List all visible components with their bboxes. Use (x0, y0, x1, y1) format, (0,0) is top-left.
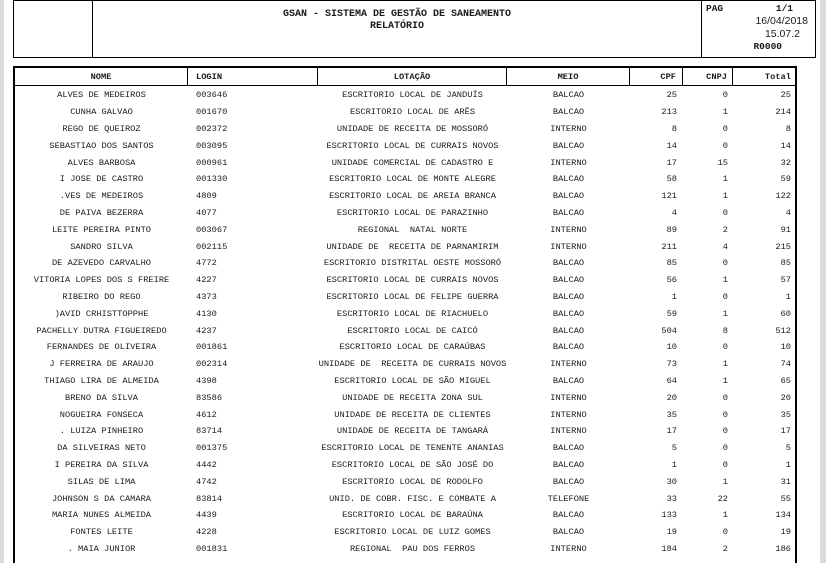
table-row (15, 440, 795, 457)
cell-meio: INTERNO (550, 157, 587, 168)
cell-lotacao: UNIDADE DE RECEITA DE PARNAMIRIM (326, 241, 499, 252)
cell-total: 91 (780, 224, 791, 235)
cell-nome: SEBASTIAO DOS SANTOS (49, 140, 154, 151)
table-row (15, 154, 795, 171)
cell-cnpj: 1 (722, 375, 728, 386)
cell-total: 1 (785, 459, 791, 470)
cell-total: 19 (780, 527, 791, 538)
cell-login: 002314 (196, 359, 228, 370)
cell-lotacao: ESCRITORIO LOCAL DE CAICÓ (347, 325, 478, 336)
table-row (15, 289, 795, 306)
cell-meio: BALCAO (552, 258, 585, 269)
cell-cpf: 64 (666, 375, 677, 386)
cell-lotacao: ESCRITORIO LOCAL DE JANDUÍS (342, 90, 483, 101)
cell-meio: BALCAO (552, 375, 585, 386)
report-meta-block (701, 1, 815, 57)
cell-total: 512 (775, 325, 791, 336)
page-number: 1/1 (775, 3, 793, 14)
cell-meio: INTERNO (550, 224, 587, 235)
report-header (13, 0, 816, 58)
cell-login: 83714 (196, 426, 223, 437)
cell-cpf: 56 (666, 275, 677, 286)
cell-cpf: 85 (666, 258, 677, 269)
cell-lotacao: UNIDADE DE RECEITA DE MOSSORÓ (336, 123, 489, 134)
cell-total: 59 (780, 174, 791, 185)
cell-nome: SILAS DE LIMA (67, 476, 136, 487)
cell-cnpj: 0 (722, 258, 728, 269)
cell-lotacao: ESCRITORIO LOCAL DE ARÊS (349, 107, 476, 118)
cell-total: 65 (780, 375, 791, 386)
cell-lotacao: ESCRITORIO LOCAL DE BARAÚNA (342, 510, 483, 521)
cell-cnpj: 0 (722, 342, 728, 353)
cell-total: 35 (780, 409, 791, 420)
cell-meio: BALCAO (552, 527, 585, 538)
table-row (15, 121, 795, 138)
cell-nome: FONTES LEITE (70, 527, 133, 538)
cell-login: 002115 (196, 241, 228, 252)
cell-meio: INTERNO (550, 543, 587, 554)
table-header-row (15, 68, 795, 86)
cell-cpf: 73 (666, 359, 677, 370)
cell-nome: JOHNSON S DA CAMARA (51, 493, 152, 504)
cell-lotacao: ESCRITORIO LOCAL DE TENENTE ANANIAS (321, 443, 504, 454)
table-row (15, 238, 795, 255)
column-header-login: LOGIN (188, 68, 318, 85)
cell-cpf: 19 (666, 527, 677, 538)
cell-nome: ALVES BARBOSA (67, 157, 136, 168)
column-header-nome: NOME (15, 68, 188, 85)
cell-cnpj: 0 (722, 140, 728, 151)
cell-total: 14 (780, 140, 791, 151)
cell-meio: BALCAO (552, 325, 585, 336)
cell-nome: I PEREIRA DA SILVA (54, 459, 149, 470)
cell-cnpj: 0 (722, 527, 728, 538)
cell-meio: BALCAO (552, 476, 585, 487)
cell-cpf: 213 (661, 107, 677, 118)
cell-cnpj: 0 (722, 443, 728, 454)
cell-cnpj: 1 (722, 174, 728, 185)
cell-nome: DA SILVEIRAS NETO (57, 443, 146, 454)
cell-login: 001375 (196, 443, 228, 454)
cell-total: 215 (775, 241, 791, 252)
cell-meio: INTERNO (550, 392, 587, 403)
cell-nome: MARIA NUNES ALMEIDA (51, 510, 152, 521)
cell-login: 4439 (196, 510, 217, 521)
cell-lotacao: ESCRITORIO LOCAL DE CURRAIS NOVOS (326, 140, 499, 151)
cell-login: 001831 (196, 543, 228, 554)
cell-meio: BALCAO (552, 275, 585, 286)
cell-login: 83586 (196, 392, 223, 403)
cell-cpf: 14 (666, 140, 677, 151)
table-row (15, 205, 795, 222)
cell-lotacao: ESCRITORIO LOCAL DE CURRAIS NOVOS (326, 275, 499, 286)
cell-login: 4237 (196, 325, 217, 336)
cell-cpf: 121 (661, 191, 677, 202)
cell-cnpj: 1 (722, 476, 728, 487)
cell-cnpj: 0 (722, 207, 728, 218)
cell-nome: SANDRO SILVA (70, 241, 133, 252)
table-row (15, 255, 795, 272)
cell-login: 4227 (196, 275, 217, 286)
cell-lotacao: ESCRITORIO LOCAL DE SÃO JOSÉ DO (331, 459, 494, 470)
cell-total: 5 (785, 443, 791, 454)
cell-lotacao: UNIDADE DE RECEITA DE CLIENTES (334, 409, 491, 420)
cell-login: 4228 (196, 527, 217, 538)
column-header-cnpj: CNPJ (683, 68, 733, 85)
cell-cpf: 8 (671, 123, 677, 134)
cell-total: 122 (775, 191, 791, 202)
cell-cpf: 35 (666, 409, 677, 420)
page-indicator (702, 1, 815, 15)
cell-login: 001330 (196, 174, 228, 185)
table-row (15, 322, 795, 339)
cell-meio: INTERNO (550, 409, 587, 420)
cell-login: 4772 (196, 258, 217, 269)
page-label: PAG (706, 3, 724, 14)
cell-nome: ALVES DE MEDEIROS (57, 90, 146, 101)
cell-cpf: 58 (666, 174, 677, 185)
cell-meio: BALCAO (552, 140, 585, 151)
column-header-meio: MEIO (507, 68, 630, 85)
table-row (15, 423, 795, 440)
table-row (15, 406, 795, 423)
cell-total: 74 (780, 359, 791, 370)
cell-cpf: 4 (671, 207, 677, 218)
table-row (15, 541, 795, 558)
report-version: 15.07.2 (764, 28, 800, 40)
cell-cpf: 184 (661, 543, 677, 554)
table-row (15, 473, 795, 490)
cell-cpf: 211 (661, 241, 677, 252)
cell-cnpj: 0 (722, 123, 728, 134)
cell-cpf: 10 (666, 342, 677, 353)
cell-nome: NOGUEIRA FONSECA (59, 409, 144, 420)
cell-cpf: 17 (666, 157, 677, 168)
report-title-block (93, 1, 701, 57)
cell-lotacao: ESCRITORIO LOCAL DE RIACHUELO (336, 308, 489, 319)
table-row (15, 507, 795, 524)
cell-nome: THIAGO LIRA DE ALMEIDA (44, 375, 159, 386)
cell-login: 4442 (196, 459, 217, 470)
cell-login: 003095 (196, 140, 228, 151)
cell-cpf: 133 (661, 510, 677, 521)
cell-cnpj: 2 (722, 224, 728, 235)
cell-cpf: 5 (671, 443, 677, 454)
cell-login: 001670 (196, 107, 228, 118)
cell-cnpj: 1 (722, 510, 728, 521)
cell-lotacao: ESCRITORIO LOCAL DE AREIA BRANCA (329, 191, 496, 202)
table-row (15, 524, 795, 541)
cell-total: 214 (775, 107, 791, 118)
cell-nome: FERNANDES DE OLIVEIRA (46, 342, 157, 353)
cell-cpf: 59 (666, 308, 677, 319)
cell-total: 31 (780, 476, 791, 487)
cell-login: 4077 (196, 207, 217, 218)
cell-cnpj: 1 (722, 308, 728, 319)
cell-total: 55 (780, 493, 791, 504)
cell-nome: VITORIA LOPES DOS S FREIRE (33, 275, 170, 286)
cell-login: 4398 (196, 375, 217, 386)
cell-lotacao: UNIDADE DE RECEITA DE CURRAIS NOVOS (318, 359, 507, 370)
cell-cnpj: 22 (717, 493, 728, 504)
cell-total: 186 (775, 543, 791, 554)
table-row (15, 104, 795, 121)
cell-nome: REGO DE QUEIROZ (62, 123, 141, 134)
cell-meio: TELEFONE (547, 493, 590, 504)
report-subtitle: RELATÓRIO (369, 21, 424, 32)
cell-meio: INTERNO (550, 426, 587, 437)
report-table (13, 66, 797, 563)
cell-meio: INTERNO (550, 123, 587, 134)
cell-login: 001861 (196, 342, 228, 353)
column-header-cpf: CPF (630, 68, 683, 85)
cell-meio: BALCAO (552, 443, 585, 454)
report-date: 16/04/2018 (755, 15, 808, 27)
table-row (15, 188, 795, 205)
cell-nome: DE PAIVA BEZERRA (59, 207, 144, 218)
cell-cnpj: 0 (722, 291, 728, 302)
column-header-total: Total (764, 71, 791, 82)
cell-total: 32 (780, 157, 791, 168)
cell-meio: INTERNO (550, 359, 587, 370)
cell-cpf: 33 (666, 493, 677, 504)
table-row (15, 221, 795, 238)
cell-lotacao: ESCRITORIO LOCAL DE RODOLFO (342, 476, 483, 487)
cell-cnpj: 1 (722, 359, 728, 370)
table-row (15, 272, 795, 289)
cell-lotacao: UNIDADE COMERCIAL DE CADASTRO E (331, 157, 494, 168)
cell-lotacao: UNIDADE DE RECEITA ZONA SUL (342, 392, 483, 403)
report-code: R0000 (753, 41, 782, 52)
cell-lotacao: UNIDADE DE RECEITA DE TANGARÁ (336, 426, 489, 437)
cell-login: 4612 (196, 409, 217, 420)
table-row (15, 171, 795, 188)
cell-cpf: 30 (666, 476, 677, 487)
cell-total: 134 (775, 510, 791, 521)
cell-total: 8 (785, 123, 791, 134)
cell-lotacao: REGIONAL PAU DOS FERROS (349, 543, 476, 554)
cell-lotacao: ESCRITORIO LOCAL DE LUIZ GOMES (334, 527, 491, 538)
cell-login: 4373 (196, 291, 217, 302)
cell-nome: I JOSE DE CASTRO (59, 174, 144, 185)
cell-login: 4742 (196, 476, 217, 487)
cell-total: 57 (780, 275, 791, 286)
cell-login: 4130 (196, 308, 217, 319)
cell-lotacao: ESCRITORIO LOCAL DE MONTE ALEGRE (329, 174, 496, 185)
cell-cnpj: 15 (717, 157, 728, 168)
cell-nome: .VES DE MEDEIROS (59, 191, 144, 202)
cell-login: 000961 (196, 157, 228, 168)
cell-meio: BALCAO (552, 90, 585, 101)
cell-total: 17 (780, 426, 791, 437)
cell-meio: BALCAO (552, 510, 585, 521)
cell-lotacao: ESCRITORIO LOCAL DE FELIPE GUERRA (326, 291, 499, 302)
cell-login: 003646 (196, 90, 228, 101)
cell-meio: INTERNO (550, 241, 587, 252)
cell-nome: PACHELLY DUTRA FIGUEIREDO (36, 325, 167, 336)
cell-nome: )AVID CRHISTTOPPHE (54, 308, 149, 319)
cell-cpf: 20 (666, 392, 677, 403)
cell-meio: BALCAO (552, 174, 585, 185)
cell-total: 60 (780, 308, 791, 319)
cell-cpf: 17 (666, 426, 677, 437)
cell-nome: J FERREIRA DE ARAUJO (49, 359, 154, 370)
cell-login: 4809 (196, 191, 217, 202)
cell-cnpj: 1 (722, 191, 728, 202)
cell-meio: BALCAO (552, 308, 585, 319)
table-row (15, 457, 795, 474)
cell-login: 83814 (196, 493, 223, 504)
cell-lotacao: ESCRITORIO LOCAL DE CARAÚBAS (339, 342, 486, 353)
cell-cpf: 25 (666, 90, 677, 101)
cell-total: 25 (780, 90, 791, 101)
cell-meio: BALCAO (552, 191, 585, 202)
cell-cnpj: 0 (722, 409, 728, 420)
cell-cpf: 89 (666, 224, 677, 235)
cell-lotacao: REGIONAL NATAL NORTE (357, 224, 468, 235)
cell-cnpj: 0 (722, 90, 728, 101)
cell-lotacao: ESCRITORIO LOCAL DE PARAZINHO (336, 207, 489, 218)
report-page (4, 0, 820, 563)
table-row (15, 389, 795, 406)
cell-total: 1 (785, 291, 791, 302)
table-row (15, 490, 795, 507)
cell-total: 85 (780, 258, 791, 269)
cell-cnpj: 0 (722, 459, 728, 470)
cell-lotacao: UNID. DE COBR. FISC. E COMBATE A (329, 493, 496, 504)
table-row (15, 373, 795, 390)
cell-nome: . MAIA JUNIOR (67, 543, 136, 554)
table-row (15, 137, 795, 154)
cell-cnpj: 4 (722, 241, 728, 252)
logo-placeholder-cell (14, 1, 93, 57)
cell-cnpj: 1 (722, 107, 728, 118)
cell-meio: BALCAO (552, 107, 585, 118)
cell-login: 003067 (196, 224, 228, 235)
cell-lotacao: ESCRITORIO LOCAL DE SÃO MIGUEL (334, 375, 491, 386)
cell-cnpj: 2 (722, 543, 728, 554)
cell-lotacao: ESCRITORIO DISTRITAL OESTE MOSSORÓ (323, 258, 502, 269)
cell-cnpj: 1 (722, 275, 728, 286)
cell-nome: CUNHA GALVAO (70, 107, 133, 118)
cell-login: 002372 (196, 123, 228, 134)
report-title: GSAN - SISTEMA DE GESTÃO DE SANEAMENTO (282, 9, 512, 20)
cell-cpf: 1 (671, 291, 677, 302)
cell-meio: BALCAO (552, 342, 585, 353)
column-header-lotacao: LOTAÇÃO (318, 68, 507, 85)
cell-cpf: 1 (671, 459, 677, 470)
table-row (15, 356, 795, 373)
table-row (15, 339, 795, 356)
cell-cpf: 504 (661, 325, 677, 336)
cell-nome: DE AZEVEDO CARVALHO (51, 258, 152, 269)
table-row (15, 87, 795, 104)
cell-cnpj: 0 (722, 392, 728, 403)
cell-total: 10 (780, 342, 791, 353)
cell-nome: BRENO DA SILVA (65, 392, 138, 403)
table-row (15, 305, 795, 322)
cell-meio: BALCAO (552, 459, 585, 470)
cell-meio: BALCAO (552, 291, 585, 302)
cell-meio: BALCAO (552, 207, 585, 218)
cell-nome: RIBEIRO DO REGO (62, 291, 141, 302)
table-body (15, 86, 795, 557)
cell-total: 20 (780, 392, 791, 403)
cell-cnpj: 0 (722, 426, 728, 437)
cell-nome: LEITE PEREIRA PINTO (51, 224, 152, 235)
cell-total: 4 (785, 207, 791, 218)
cell-cnpj: 8 (722, 325, 728, 336)
cell-nome: . LUIZA PINHEIRO (59, 426, 144, 437)
